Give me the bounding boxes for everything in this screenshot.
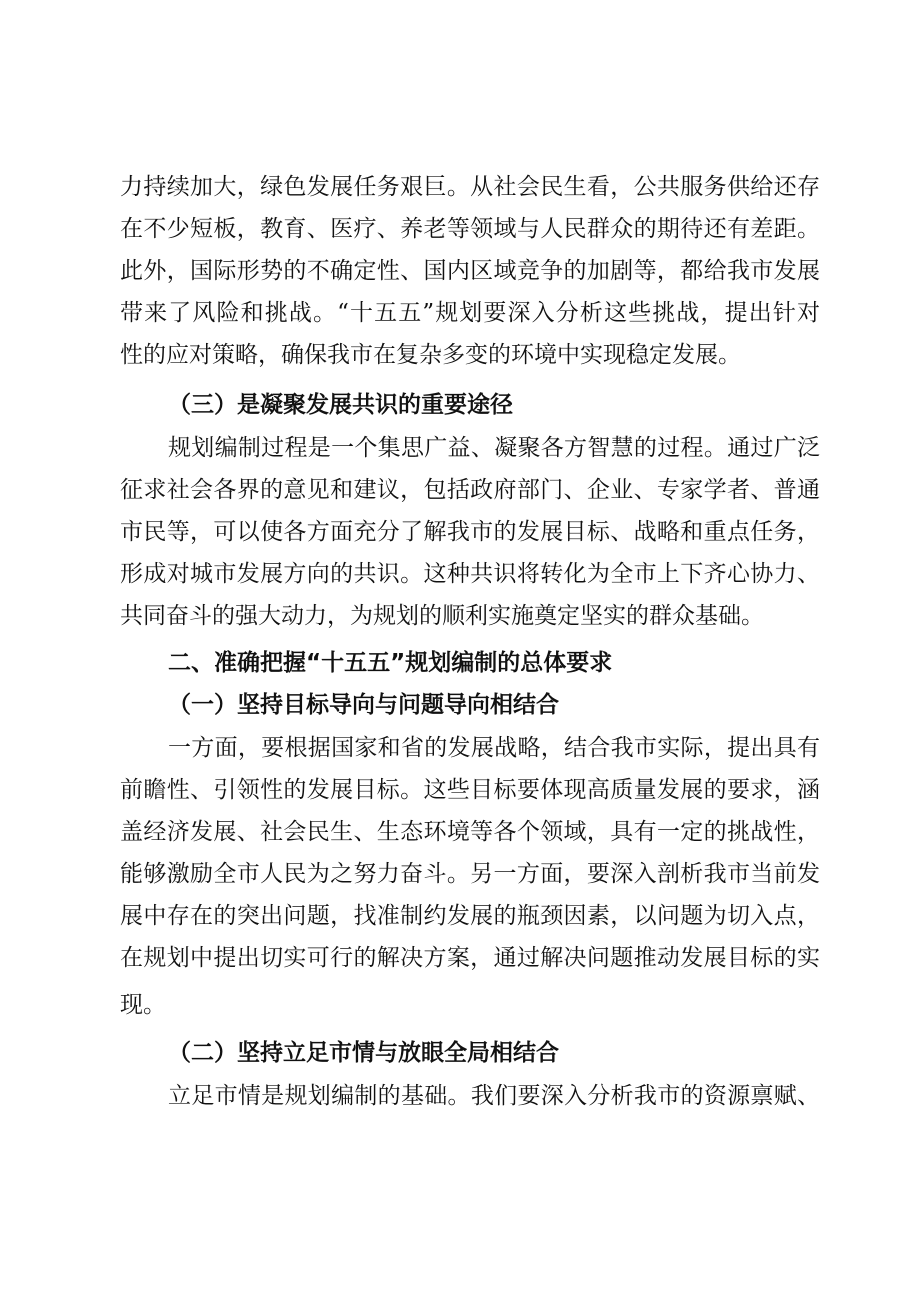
paragraph-line: 立足市情是规划编制的基础。我们要深入分析我市的资源禀赋、 bbox=[168, 1083, 820, 1109]
subsection-heading-2-1: （一）坚持目标导向与问题导向相结合 bbox=[168, 692, 559, 718]
paragraph-line: 盖经济发展、社会民生、生态环境等各个领域，具有一定的挑战性， bbox=[120, 819, 820, 845]
paragraph-line: 在规划中提出切实可行的解决方案，通过解决问题推动发展目标的实 bbox=[120, 945, 820, 971]
paragraph-line: 形成对城市发展方向的共识。这种共识将转化为全市上下齐心协力、 bbox=[120, 561, 820, 587]
subsection-heading-3: （三）是凝聚发展共识的重要途径 bbox=[168, 392, 513, 418]
paragraph-line: 规划编制过程是一个集思广益、凝聚各方智慧的过程。通过广泛 bbox=[168, 435, 820, 461]
paragraph-line: 带来了风险和挑战。“十五五”规划要深入分析这些挑战，提出针对 bbox=[120, 300, 820, 326]
paragraph-line: 能够激励全市人民为之努力奋斗。另一方面，要深入剖析我市当前发 bbox=[120, 861, 820, 887]
paragraph-line: 共同奋斗的强大动力，为规划的顺利实施奠定坚实的群众基础。 bbox=[120, 603, 764, 629]
paragraph-line: 展中存在的突出问题，找准制约发展的瓶颈因素，以问题为切入点， bbox=[120, 903, 820, 929]
paragraph-line: 征求社会各界的意见和建议，包括政府部门、企业、专家学者、普通 bbox=[120, 477, 820, 503]
paragraph-line: 力持续加大，绿色发展任务艰巨。从社会民生看，公共服务供给还存 bbox=[120, 174, 820, 200]
paragraph-line: 此外，国际形势的不确定性、国内区域竞争的加剧等，都给我市发展 bbox=[120, 258, 820, 284]
section-heading-2: 二、准确把握“十五五”规划编制的总体要求 bbox=[168, 650, 613, 676]
paragraph-line: 一方面，要根据国家和省的发展战略，结合我市实际，提出具有 bbox=[168, 735, 820, 761]
paragraph-line: 市民等，可以使各方面充分了解我市的发展目标、战略和重点任务， bbox=[120, 519, 820, 545]
subsection-heading-2-2: （二）坚持立足市情与放眼全局相结合 bbox=[168, 1040, 559, 1066]
paragraph-line: 在不少短板，教育、医疗、养老等领域与人民群众的期待还有差距。 bbox=[120, 216, 820, 242]
paragraph-line: 现。 bbox=[120, 992, 166, 1018]
paragraph-line: 前瞻性、引领性的发展目标。这些目标要体现高质量发展的要求，涵 bbox=[120, 777, 820, 803]
paragraph-line: 性的应对策略，确保我市在复杂多变的环境中实现稳定发展。 bbox=[120, 342, 741, 368]
